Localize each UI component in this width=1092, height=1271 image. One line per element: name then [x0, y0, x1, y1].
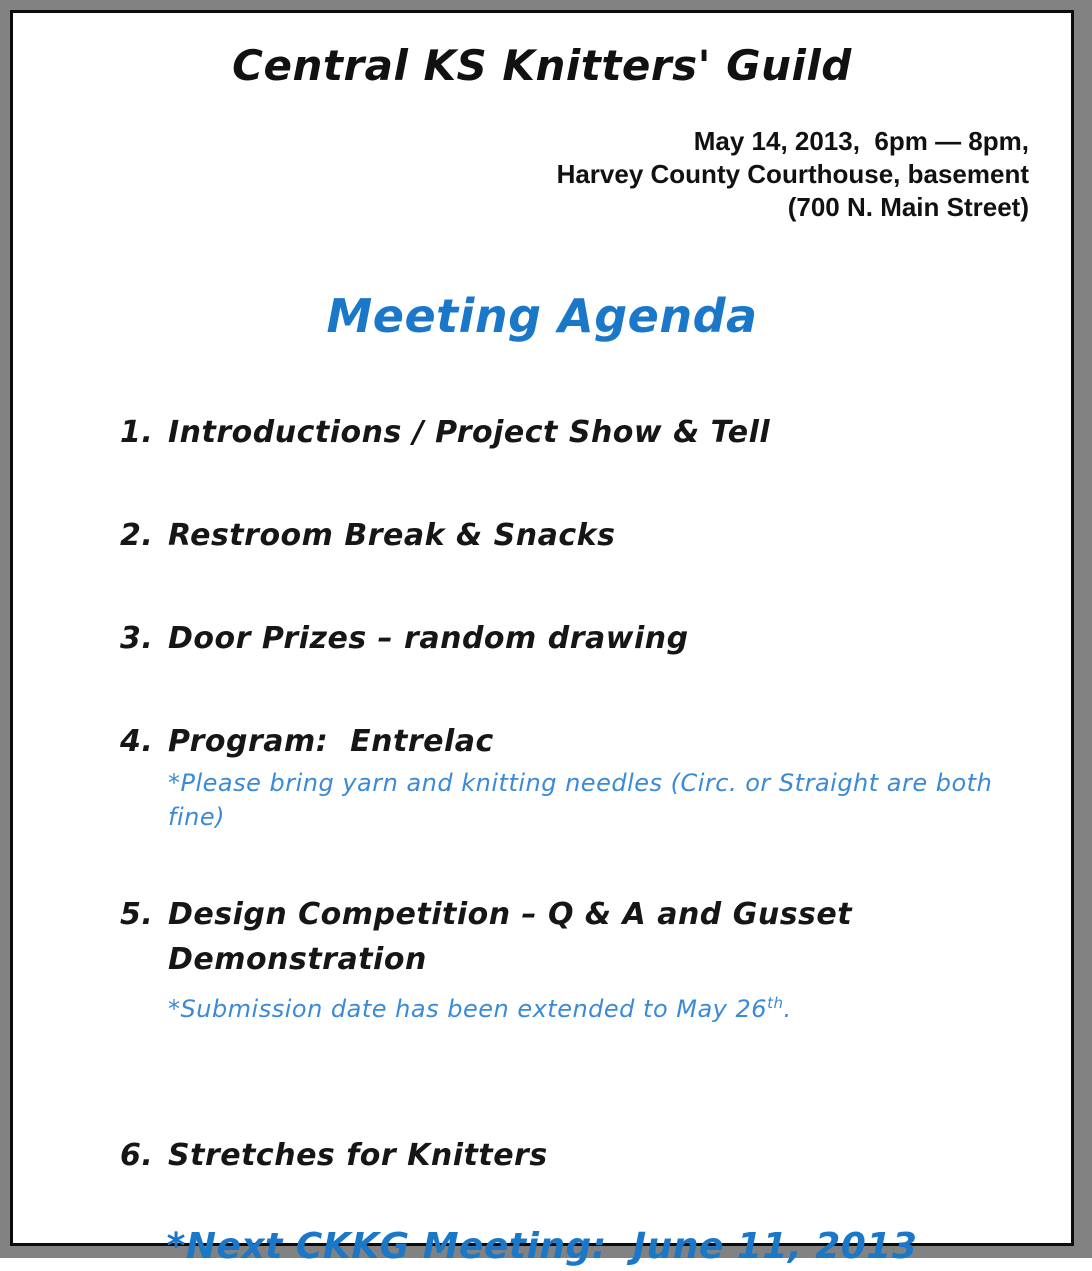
event-details: [13, 125, 1029, 224]
event-address-line: (700 N. Main Street): [787, 192, 1029, 222]
agenda-item-6: [120, 1133, 1031, 1178]
item-number: 5.: [120, 897, 154, 932]
note-superscript: th: [767, 994, 784, 1012]
item-text: Stretches for Knitters: [168, 1138, 548, 1173]
event-venue-line: Harvey County Courthouse, basement: [556, 159, 1029, 189]
item-text: Door Prizes – random drawing: [168, 621, 689, 656]
agenda-item-5: [120, 892, 1031, 982]
item-number: 1.: [120, 415, 154, 450]
agenda-item-2: [120, 513, 1031, 558]
item-number: 3.: [120, 621, 154, 656]
item-note: *Please bring yarn and knitting needles (Circ. or Straight are both fine): [168, 769, 1001, 831]
item-text: Introductions / Project Show & Tell: [168, 415, 771, 450]
agenda-list: [120, 410, 1031, 1178]
item-text: Design Competition – Q & A and Gusset Demonstration: [168, 897, 864, 977]
note-period: .: [783, 995, 792, 1023]
agenda-heading: Meeting Agenda: [326, 289, 758, 343]
page-title: Central KS Knitters' Guild: [232, 41, 852, 90]
item-number: 4.: [120, 724, 154, 759]
agenda-item-1: [120, 410, 1031, 455]
footer-next-meeting-note: *Next CKKG Meeting: June 11, 2013: [166, 1226, 918, 1267]
item-number: 2.: [120, 518, 154, 553]
item-text: Restroom Break & Snacks: [168, 518, 616, 553]
agenda-item-4: [120, 719, 1031, 764]
note-text: *Submission date has been extended to May 26: [168, 995, 768, 1023]
item-text: Program: Entrelac: [168, 724, 494, 759]
document-page: [10, 10, 1074, 1267]
item-note: [168, 986, 1031, 1026]
item-number: 6.: [120, 1138, 154, 1173]
agenda-item-3: [120, 616, 1031, 661]
event-date-line: May 14, 2013, 6pm — 8pm,: [693, 126, 1029, 156]
